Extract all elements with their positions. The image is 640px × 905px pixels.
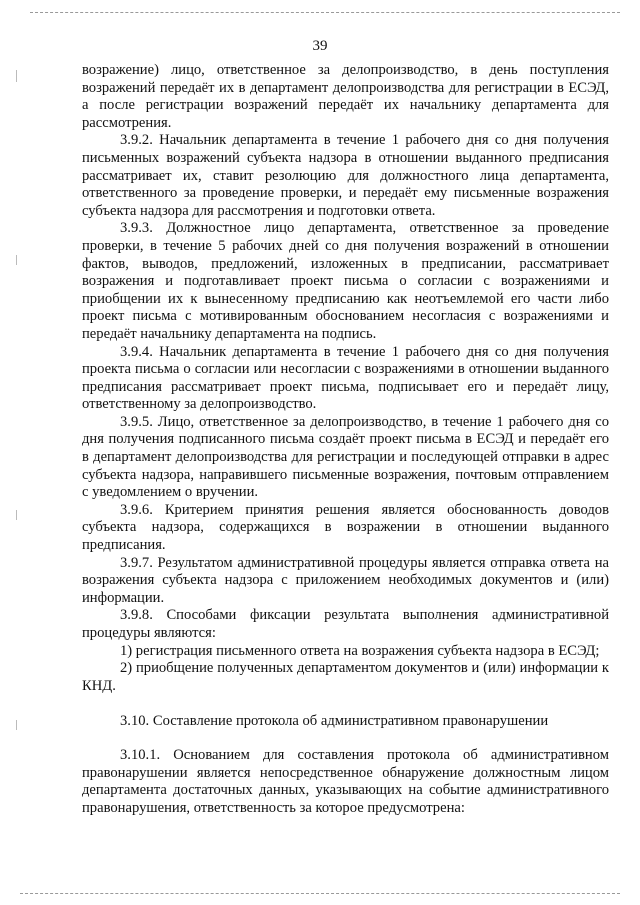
document-body — [82, 62, 609, 817]
left-margin-mark — [16, 510, 17, 520]
top-scan-edge — [30, 12, 620, 13]
page-number: 39 — [312, 38, 328, 54]
paragraph-3-9-7: 3.9.7. Результатом административной процедуры является отправка ответа на возражения субъекта надзора с приложением необходимых документов и (или) информации. — [82, 554, 609, 606]
paragraph-3-9-2: 3.9.2. Начальник департамента в течение 1 рабочего дня со дня получения письменных возражений субъекта надзора в отношении выданного предписания рассматривает их, ставит резолюцию для должностного лица департамента, ответственного за проведение проверки, и передаёт ему письменные возражения субъекта надзора для рассмотрения и подготовки ответа. — [82, 132, 609, 219]
section-heading-3-10: 3.10. Составление протокола об административном правонарушении — [120, 713, 549, 730]
left-margin-mark — [16, 720, 17, 730]
paragraph-continuation: возражение) лицо, ответственное за делопроизводство, в день поступления возражений передаёт их в департамент делопроизводства для регистрации в ЕСЭД, а после регистрации возражений передаёт их начальнику департамента для рассмотрения. — [82, 62, 609, 131]
left-margin-mark — [16, 255, 17, 265]
paragraph-3-10-1: 3.10.1. Основанием для составления протокола об административном правонарушении является непосредственное обнаружение должностным лицом департамента достаточных данных, указывающих на событие административного правонарушения, ответственность за которое предусмотрена: — [82, 746, 609, 816]
paragraph-3-9-3: 3.9.3. Должностное лицо департамента, ответственное за проведение проверки, в течение 5 рабочих дней со дня получения возражений в отношении фактов, выводов, предложений, изложенных в предписании, рассматривает возражения и подготавливает проект письма о согласии с возражениями и приобщении их к вынесенному предписанию как неотъемлемой его части либо проект письма с мотивированным обоснованием несогласия с возражениями и передаёт начальнику департамента на подпись. — [82, 220, 609, 342]
list-item-1: 1) регистрация письменного ответа на возражения субъекта надзора в ЕСЭД; — [120, 642, 600, 659]
paragraph-3-9-5: 3.9.5. Лицо, ответственное за делопроизводство, в течение 1 рабочего дня со дня получения подписанного письма создаёт проект письма в ЕСЭД и передаёт его в департамент делопроизводства для регистрации и последующей отправки в адрес субъекта надзора, направившего письменные возражения, почтовым отправлением с уведомлением о вручении. — [82, 413, 609, 501]
left-margin-mark — [16, 70, 17, 82]
paragraph-3-9-6: 3.9.6. Критерием принятия решения является обоснованность доводов субъекта надзора, содержащихся в возражении в отношении выданного предписания. — [82, 501, 609, 554]
paragraph-3-9-8: 3.9.8. Способами фиксации результата выполнения административной процедуры являются: — [82, 607, 609, 641]
paragraph-3-9-4: 3.9.4. Начальник департамента в течение 1 рабочего дня со дня получения проекта письма о согласии или несогласии с возражениями в отношении выданного предписания рассматривает проект письма, подписывает его и передаёт лицу, ответственному за делопроизводство. — [82, 343, 609, 413]
bottom-scan-edge — [20, 893, 620, 894]
list-item-2: 2) приобщение полученных департаментом документов и (или) информации к КНД. — [82, 660, 609, 694]
